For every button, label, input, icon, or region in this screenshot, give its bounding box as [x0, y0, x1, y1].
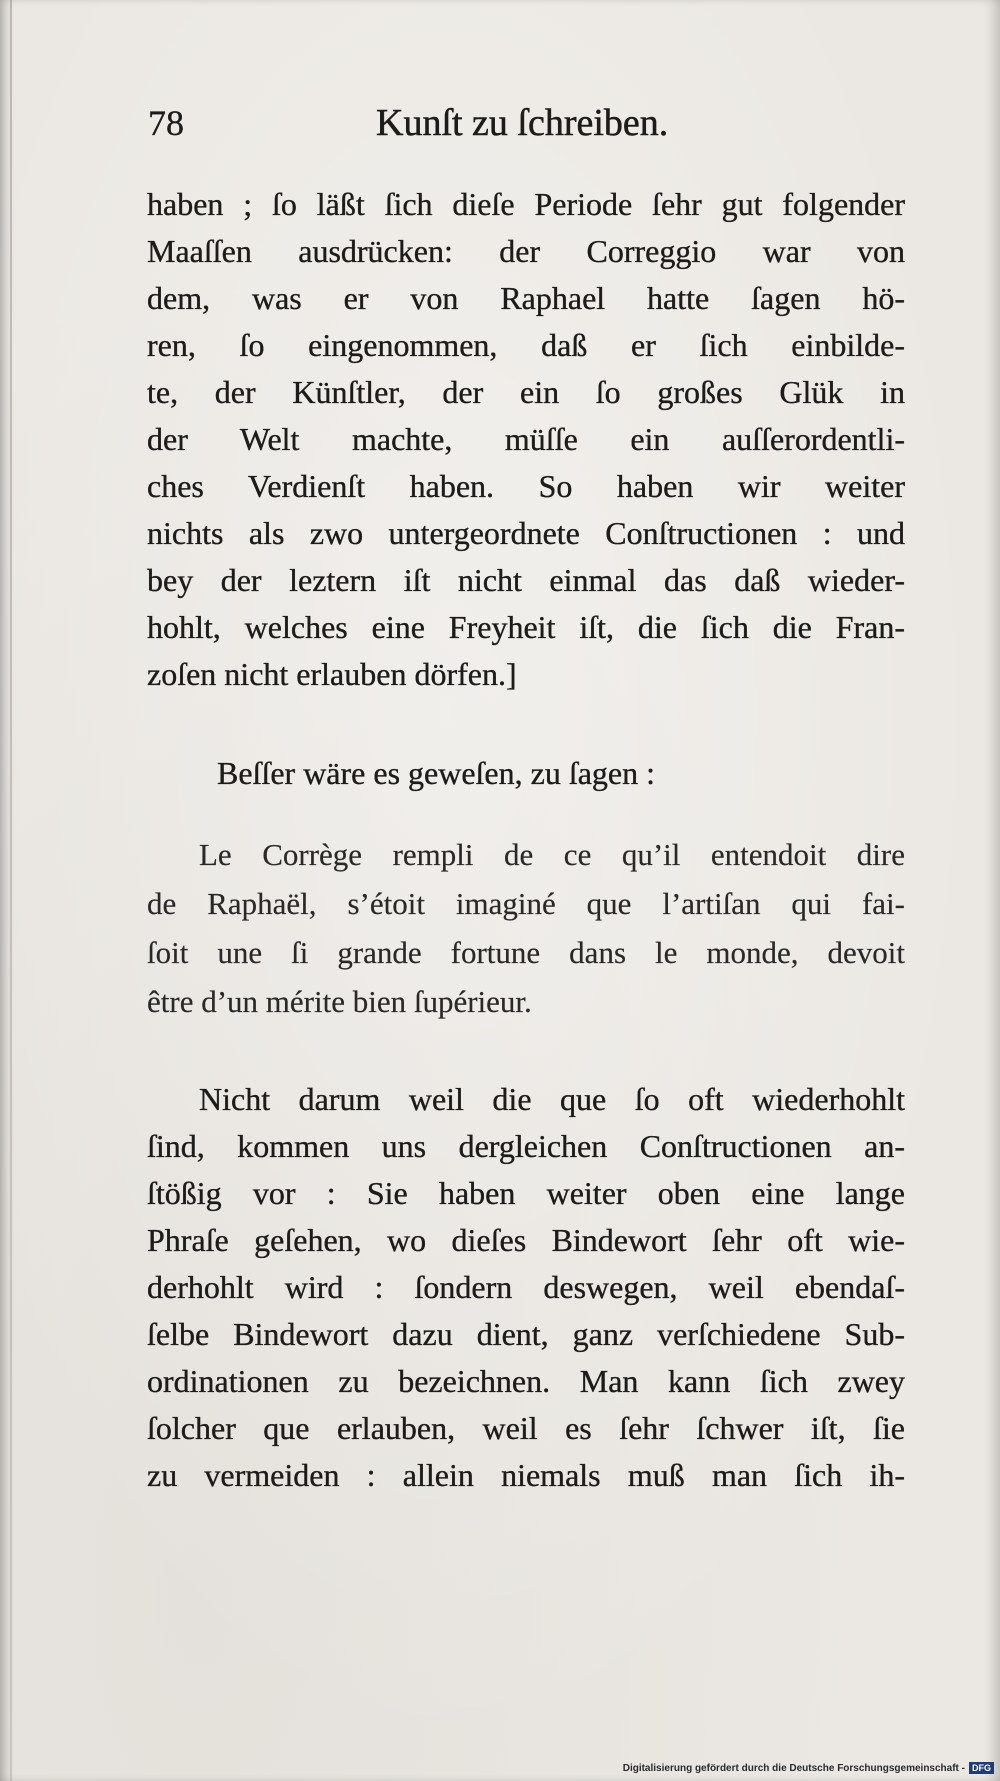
- text-line: Nicht darum weil die que ſo oft wiederhohlt: [199, 1081, 905, 1117]
- page-number: 78: [148, 103, 184, 143]
- text-line: ſind, kommen uns dergleichen Conſtructionen an-: [147, 1128, 905, 1164]
- text-line: ſolcher que erlauben, weil es ſehr ſchwer iſt, ſie: [147, 1410, 905, 1446]
- text-line: haben ; ſo läßt ſich dieſe Periode ſehr gut folgender: [147, 186, 905, 222]
- dfg-logo: DFG: [969, 1762, 994, 1774]
- scan-page-edge: [10, 0, 12, 1781]
- text-line: ſelbe Bindewort dazu dient, ganz verſchiedene Sub-: [147, 1316, 905, 1352]
- text-line: de Raphaël, s’étoit imaginé que l’artiſan qui fai-: [147, 886, 905, 921]
- text-line: ren, ſo eingenommen, daß er ſich einbilde-: [147, 327, 905, 363]
- text-line: hohlt, welches eine Freyheit iſt, die ſich die Fran-: [147, 609, 905, 645]
- paragraph-french-example: [147, 830, 905, 1026]
- paragraph-continued: [147, 181, 905, 698]
- paragraph-transition: [147, 750, 905, 797]
- text-line: nichts als zwo untergeordnete Conſtructionen : und: [147, 515, 905, 551]
- digitization-credit: [623, 1762, 994, 1776]
- credit-text: Digitalisierung gefördert durch die Deutsche Forschungsgemeinschaft -: [622, 1763, 965, 1774]
- text-line: Maaſſen ausdrücken: der Correggio war von: [147, 233, 905, 269]
- text-line: zu vermeiden : allein niemals muß man ſich ih-: [147, 1457, 905, 1493]
- text-line: ordinationen zu bezeichnen. Man kann ſich zwey: [147, 1363, 905, 1399]
- text-line: der Welt machte, müſſe ein auſſerordentli-: [147, 421, 905, 457]
- text-line: être d’un mérite bien ſupérieur.: [147, 984, 532, 1019]
- text-line: Beſſer wäre es geweſen, zu ſagen :: [217, 755, 656, 791]
- running-title: Kunſt zu ſchreiben.: [376, 102, 669, 144]
- text-line: ſoit une ſi grande fortune dans le monde, devoit: [147, 935, 905, 970]
- text-line: ches Verdienſt haben. So haben wir weiter: [147, 468, 905, 504]
- text-line: te, der Künſtler, der ein ſo großes Glük in: [147, 374, 905, 410]
- text-line: dem, was er von Raphael hatte ſagen hö-: [147, 280, 905, 316]
- text-line: Phraſe geſehen, wo dieſes Bindewort ſehr oft wie-: [147, 1222, 905, 1258]
- text-line: Le Corrège rempli de ce qu’il entendoit dire: [199, 837, 905, 872]
- text-line: zoſen nicht erlauben dörfen.]: [147, 656, 517, 692]
- text-line: ſtößig vor : Sie haben weiter oben eine lange: [147, 1175, 905, 1211]
- paragraph-discussion: [147, 1076, 905, 1499]
- text-line: bey der leztern iſt nicht einmal das daß wieder-: [147, 562, 905, 598]
- text-line: derhohlt wird : ſondern deswegen, weil ebendaſ-: [147, 1269, 905, 1305]
